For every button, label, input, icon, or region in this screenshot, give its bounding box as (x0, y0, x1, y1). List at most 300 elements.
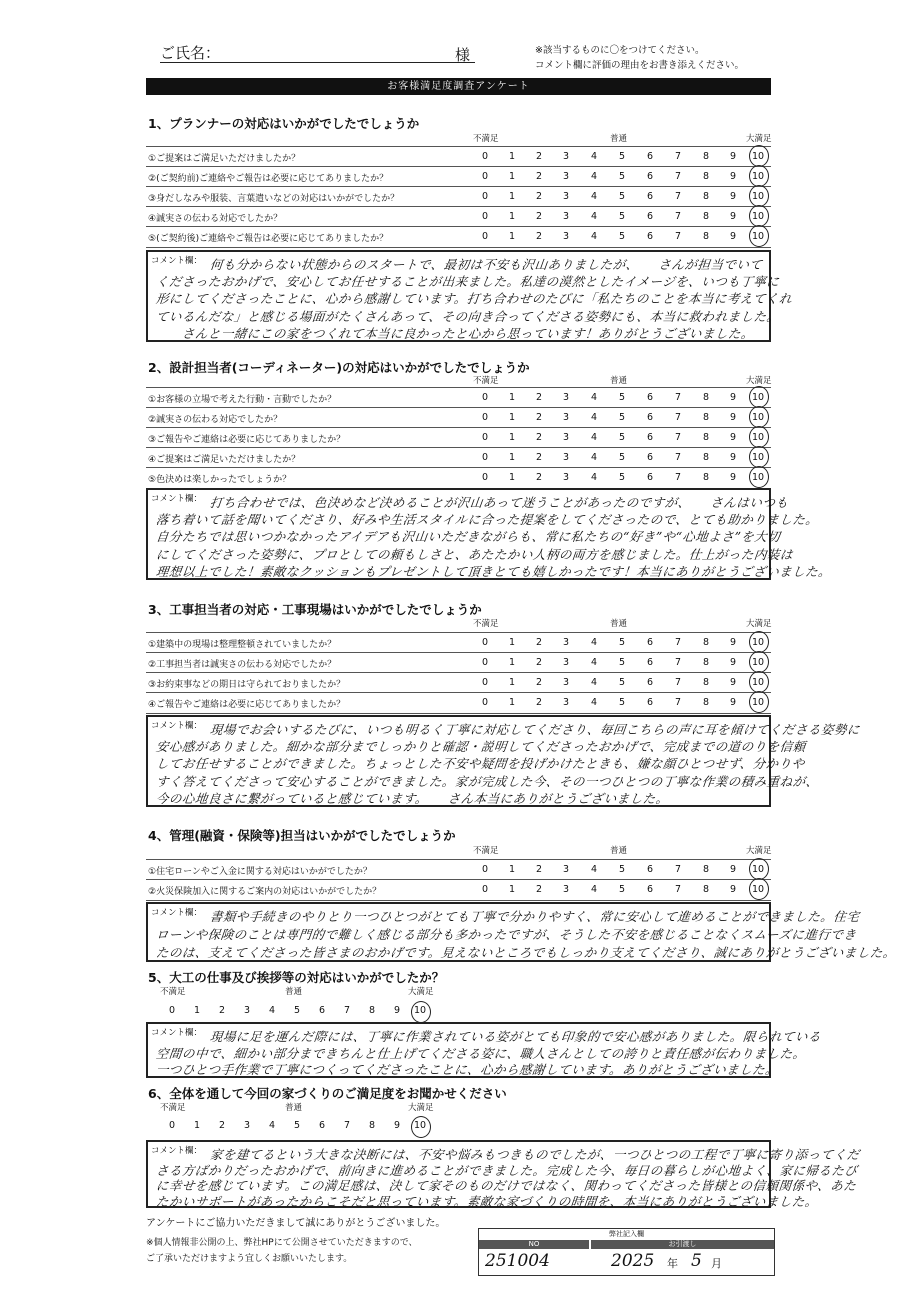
rating-option[interactable]: 3 (562, 637, 570, 648)
rating-option[interactable]: 10 (752, 884, 765, 895)
rating-option[interactable]: 4 (590, 412, 598, 423)
survey-title: お客様満足度調査アンケート (146, 78, 771, 95)
question-text: ④ご提案はご満足いただけましたか？ (148, 455, 301, 465)
rating-option[interactable]: 6 (646, 697, 654, 708)
rating-option[interactable]: 7 (674, 637, 682, 648)
rating-option[interactable]: 4 (590, 231, 598, 242)
rating-option[interactable]: 0 (481, 677, 489, 688)
comment-line: たかいサポートがあったからこそだと思っています。素敵な家づくりの時間を、本当にありがとうございました。 (155, 1193, 819, 1209)
rating-option[interactable]: 4 (590, 657, 598, 668)
privacy-note-2: ご了承いただけますよう宜しくお願いいたします。 (146, 1254, 353, 1264)
rating-option[interactable]: 10 (752, 392, 765, 403)
rating-option[interactable]: 5 (618, 231, 626, 242)
scale-label-mid: 普通 (610, 619, 628, 629)
rating-option[interactable]: 9 (729, 864, 737, 875)
question-row (146, 447, 771, 468)
rating-option[interactable]: 5 (618, 392, 626, 403)
rating-option[interactable]: 3 (562, 697, 570, 708)
question-text: ①建築中の現場は整理整頓されていましたか？ (148, 640, 337, 650)
question-row (146, 692, 771, 714)
comment-label: コメント欄： (151, 721, 203, 731)
comment-line: 今の心地良さに繋がっていると感じています。 さん本当にありがとうございました。 (155, 790, 670, 806)
rating-option[interactable]: 7 (674, 884, 682, 895)
privacy-note-1: ※個人情報非公開の上、弊社HPにて公開させていただきますので、 (146, 1238, 418, 1248)
rating-option[interactable]: 2 (218, 1005, 226, 1016)
rating-option[interactable]: 7 (343, 1005, 351, 1016)
rating-option[interactable]: 3 (562, 864, 570, 875)
rating-option[interactable]: 9 (729, 211, 737, 222)
rating-option[interactable]: 3 (562, 392, 570, 403)
rating-option[interactable]: 9 (729, 677, 737, 688)
rating-option[interactable]: 7 (674, 432, 682, 443)
selected-rating-circle (411, 1116, 431, 1138)
rating-option[interactable]: 0 (481, 151, 489, 162)
comment-line: 一つひとつ手作業で丁寧につくってくださったことに、心から感謝しています。ありがとうございました。 (155, 1062, 780, 1078)
question-row (146, 467, 771, 489)
selected-rating-circle (411, 1001, 431, 1023)
rating-option[interactable]: 2 (535, 412, 543, 423)
comment-box (146, 1140, 861, 1209)
rating-option[interactable]: 3 (562, 191, 570, 202)
rating-option[interactable]: 0 (481, 392, 489, 403)
rating-option[interactable]: 9 (729, 432, 737, 443)
rating-option[interactable]: 4 (590, 432, 598, 443)
question-row (146, 186, 771, 207)
selected-rating-circle (749, 878, 769, 900)
rating-option[interactable]: 9 (729, 452, 737, 463)
question-text: ③お約束事などの期日は守られておりましたか？ (148, 680, 346, 690)
rating-option[interactable]: 10 (752, 171, 765, 182)
rating-option[interactable]: 5 (618, 697, 626, 708)
scale-label-low: 不満足 (473, 134, 499, 144)
scale-label-high: 大満足 (408, 987, 434, 997)
rating-option[interactable]: 2 (535, 432, 543, 443)
rating-option[interactable]: 1 (508, 472, 516, 483)
rating-option[interactable]: 7 (674, 191, 682, 202)
rating-option[interactable]: 10 (752, 472, 765, 483)
rating-option[interactable]: 5 (618, 412, 626, 423)
comment-line: さんと一緒にこの家をつくれて本当に良かったと心から思っています！ありがとうございました。 (155, 325, 755, 341)
rating-option[interactable]: 4 (590, 864, 598, 875)
rating-option[interactable]: 5 (618, 677, 626, 688)
rating-option[interactable]: 4 (590, 392, 598, 403)
rating-option[interactable]: 5 (618, 191, 626, 202)
rating-option[interactable]: 4 (590, 151, 598, 162)
selected-rating-circle (749, 205, 769, 227)
rating-option[interactable]: 0 (481, 884, 489, 895)
rating-option[interactable]: 10 (752, 432, 765, 443)
rating-option[interactable]: 10 (752, 864, 765, 875)
rating-option[interactable]: 1 (508, 452, 516, 463)
rating-option[interactable]: 7 (674, 412, 682, 423)
rating-option[interactable]: 6 (646, 452, 654, 463)
comment-line: ているんだな」と感じる場面がたくさんあって、その向き合ってくださる姿勢にも、本当に救われました。 (155, 308, 781, 324)
rating-option[interactable]: 5 (618, 884, 626, 895)
rating-option[interactable]: 2 (535, 864, 543, 875)
rating-option[interactable]: 2 (535, 637, 543, 648)
rating-option[interactable]: 10 (752, 211, 765, 222)
comment-line: 書類や手続きのやりとり一つひとつがとても丁寧で分かりやすく、常に安心して進めることができました。住宅 (209, 909, 861, 924)
rating-option[interactable]: 0 (481, 231, 489, 242)
rating-option[interactable]: 3 (562, 151, 570, 162)
selected-rating-circle (749, 426, 769, 448)
rating-option[interactable]: 1 (508, 864, 516, 875)
rating-option[interactable]: 7 (674, 864, 682, 875)
comment-line: 安心感がありました。細かな部分までしっかりと確認・説明してくださったおかげで、完成までの道のりを信頼 (155, 739, 807, 755)
rating-option[interactable]: 4 (590, 637, 598, 648)
rating-option[interactable]: 7 (674, 151, 682, 162)
rating-option[interactable]: 8 (702, 171, 710, 182)
rating-option[interactable]: 10 (752, 697, 765, 708)
rating-option[interactable]: 2 (535, 231, 543, 242)
rating-option[interactable]: 4 (590, 677, 598, 688)
question-row (146, 859, 771, 880)
rating-option[interactable]: 2 (535, 191, 543, 202)
comment-box (146, 715, 861, 807)
no-value: 251004 (485, 1251, 550, 1271)
scale-label-high: 大満足 (746, 619, 772, 629)
rating-option[interactable]: 6 (646, 191, 654, 202)
rating-option[interactable]: 10 (414, 1005, 427, 1016)
selected-rating-circle (749, 185, 769, 207)
rating-option[interactable]: 0 (481, 472, 489, 483)
rating-option[interactable]: 6 (318, 1120, 326, 1131)
rating-option[interactable]: 5 (618, 432, 626, 443)
comment-label: コメント欄： (151, 1146, 203, 1156)
rating-option[interactable]: 5 (618, 657, 626, 668)
rating-option[interactable]: 1 (508, 637, 516, 648)
rating-option[interactable]: 2 (535, 171, 543, 182)
section-title: 4、管理(融資・保険等)担当はいかがでしたでしょうか (148, 828, 456, 843)
rating-option[interactable]: 2 (218, 1120, 226, 1131)
selected-rating-circle (749, 691, 769, 713)
question-text: ③ご報告やご連絡は必要に応じてありましたか？ (148, 435, 346, 445)
rating-option[interactable]: 2 (535, 392, 543, 403)
rating-option[interactable]: 0 (168, 1120, 176, 1131)
comment-box (146, 1022, 822, 1078)
instruction-note-1: ※該当するものに〇をつけてください。 (535, 45, 705, 56)
rating-option[interactable]: 6 (646, 392, 654, 403)
scale-label-low: 不満足 (473, 619, 499, 629)
rating-option[interactable]: 9 (393, 1120, 401, 1131)
scale-label-mid: 普通 (285, 1103, 303, 1113)
rating-option[interactable]: 9 (729, 392, 737, 403)
rating-option[interactable]: 3 (562, 884, 570, 895)
rating-option[interactable]: 1 (508, 677, 516, 688)
rating-option[interactable]: 7 (674, 392, 682, 403)
rating-option[interactable]: 6 (646, 432, 654, 443)
scale-label-high: 大満足 (408, 1103, 434, 1113)
question-text: ①ご提案はご満足いただけましたか？ (148, 154, 301, 164)
rating-option[interactable]: 10 (414, 1120, 427, 1131)
rating-option[interactable]: 0 (168, 1005, 176, 1016)
rating-option[interactable]: 8 (702, 657, 710, 668)
rating-option[interactable]: 6 (646, 231, 654, 242)
rating-option[interactable]: 9 (729, 697, 737, 708)
rating-option[interactable]: 3 (562, 171, 570, 182)
rating-option[interactable]: 5 (293, 1005, 301, 1016)
comment-box (146, 488, 833, 580)
scale-label-high: 大満足 (746, 376, 772, 386)
rating-option[interactable]: 3 (243, 1120, 251, 1131)
rating-option[interactable]: 1 (508, 412, 516, 423)
question-text: ④誠実さの伝わる対応でしたか？ (148, 214, 283, 224)
comment-line: 空間の中で、細かい部分まできちんと仕上げてくださる姿に、職人さんとしての誇りと責任感が伝わりました。 (155, 1045, 807, 1061)
selected-rating-circle (749, 466, 769, 488)
rating-option[interactable]: 2 (535, 677, 543, 688)
rating-option[interactable]: 3 (562, 231, 570, 242)
rating-option[interactable]: 9 (729, 412, 737, 423)
rating-option[interactable]: 0 (481, 412, 489, 423)
rating-option[interactable]: 6 (318, 1005, 326, 1016)
rating-option[interactable]: 5 (618, 151, 626, 162)
rating-option[interactable]: 2 (535, 884, 543, 895)
rating-option[interactable]: 4 (590, 884, 598, 895)
rating-option[interactable]: 0 (481, 637, 489, 648)
rating-option[interactable]: 3 (562, 211, 570, 222)
rating-option[interactable]: 9 (729, 637, 737, 648)
rating-option[interactable]: 6 (646, 211, 654, 222)
rating-option[interactable]: 6 (646, 884, 654, 895)
rating-option[interactable]: 4 (590, 697, 598, 708)
selected-rating-circle (749, 165, 769, 187)
rating-option[interactable]: 8 (702, 412, 710, 423)
question-row (146, 387, 771, 408)
selected-rating-circle (749, 386, 769, 408)
comment-line: 打ち合わせでは、色決めなど決めることが沢山あって迷うことがあったのですが、 さんはいつも (209, 495, 790, 510)
rating-option[interactable]: 5 (618, 637, 626, 648)
rating-option[interactable]: 7 (674, 452, 682, 463)
rating-option[interactable]: 9 (393, 1005, 401, 1016)
selected-rating-circle (749, 671, 769, 693)
rating-option[interactable]: 8 (702, 677, 710, 688)
rating-option[interactable]: 3 (562, 472, 570, 483)
rating-option[interactable]: 3 (243, 1005, 251, 1016)
comment-line: 現場でお会いするたびに、いつも明るく丁寧に対応してくださり、毎回こちらの声に耳を傾けてくださる姿勢に (209, 722, 861, 737)
question-text: ③身だしなみや服装、言葉遣いなどの対応はいかがでしたか？ (148, 194, 400, 204)
scale-label-high: 大満足 (746, 134, 772, 144)
rating-option[interactable]: 3 (562, 432, 570, 443)
rating-option[interactable]: 7 (674, 697, 682, 708)
rating-option[interactable]: 10 (752, 677, 765, 688)
rating-option[interactable]: 5 (618, 864, 626, 875)
rating-option[interactable]: 6 (646, 657, 654, 668)
rating-option[interactable]: 8 (368, 1120, 376, 1131)
scale-label-mid: 普通 (610, 846, 628, 856)
rating-option[interactable]: 1 (193, 1120, 201, 1131)
rating-option[interactable]: 8 (702, 191, 710, 202)
comment-line: 家を建てるという大きな決断には、不安や悩みもつきものでしたが、一つひとつの工程で丁寧に寄り添ってくだ (209, 1147, 861, 1162)
comment-line: にしてくださった姿勢に、プロとしての頼もしさと、あたたかい人柄の両方を感じました。仕上がった内装は (155, 546, 794, 562)
question-row (146, 166, 771, 187)
rating-option[interactable]: 6 (646, 412, 654, 423)
rating-option[interactable]: 1 (508, 151, 516, 162)
rating-option[interactable]: 8 (702, 864, 710, 875)
rating-option[interactable]: 9 (729, 657, 737, 668)
rating-option[interactable]: 0 (481, 657, 489, 668)
question-row (146, 146, 771, 167)
rating-option[interactable]: 3 (562, 412, 570, 423)
rating-option[interactable]: 0 (481, 211, 489, 222)
rating-option[interactable]: 0 (481, 452, 489, 463)
rating-option[interactable]: 9 (729, 191, 737, 202)
rating-option[interactable]: 0 (481, 864, 489, 875)
rating-option[interactable]: 7 (674, 677, 682, 688)
rating-option[interactable]: 8 (702, 231, 710, 242)
rating-option[interactable]: 4 (590, 171, 598, 182)
rating-option[interactable]: 10 (752, 231, 765, 242)
rating-option[interactable]: 6 (646, 171, 654, 182)
rating-option[interactable]: 8 (702, 637, 710, 648)
question-row (146, 206, 771, 227)
rating-option[interactable]: 1 (193, 1005, 201, 1016)
rating-option[interactable]: 1 (508, 231, 516, 242)
rating-option[interactable]: 6 (646, 637, 654, 648)
scale-label-mid: 普通 (285, 987, 303, 997)
rating-option[interactable]: 2 (535, 452, 543, 463)
rating-option[interactable]: 9 (729, 884, 737, 895)
rating-option[interactable]: 9 (729, 151, 737, 162)
rating-option[interactable]: 4 (590, 211, 598, 222)
rating-option[interactable]: 8 (368, 1005, 376, 1016)
rating-option[interactable]: 0 (481, 191, 489, 202)
question-text: ④ご報告やご連絡は必要に応じてありましたか？ (148, 700, 346, 710)
question-row (146, 632, 771, 653)
rating-option[interactable]: 6 (646, 677, 654, 688)
question-row (146, 407, 771, 428)
rating-option[interactable]: 8 (702, 452, 710, 463)
comment-line: ローンや保険のことは専門的で難しく感じる部分も多かったですが、そうした不安を感じることなくスムーズに進行でき (155, 927, 858, 942)
rating-option[interactable]: 5 (293, 1120, 301, 1131)
selected-rating-circle (749, 406, 769, 428)
section-title: 3、工事担当者の対応・工事現場はいかがでしたでしょうか (148, 602, 482, 617)
comment-line: 落ち着いて話を聞いてくださり、好みや生活スタイルに合った提案をしてくださったので、とても助かりました。 (155, 512, 820, 528)
rating-option[interactable]: 3 (562, 677, 570, 688)
rating-option[interactable]: 3 (562, 657, 570, 668)
selected-rating-circle (749, 651, 769, 673)
rating-option[interactable]: 10 (752, 191, 765, 202)
question-row (146, 672, 771, 693)
rating-option[interactable]: 7 (674, 171, 682, 182)
rating-option[interactable]: 0 (481, 432, 489, 443)
rating-option[interactable]: 8 (702, 151, 710, 162)
rating-option[interactable]: 1 (508, 432, 516, 443)
rating-option[interactable]: 2 (535, 657, 543, 668)
rating-option[interactable]: 3 (562, 452, 570, 463)
question-text: ①お客様の立場で考えた行動・言動でしたか？ (148, 395, 337, 405)
rating-option[interactable]: 9 (729, 171, 737, 182)
rating-option[interactable]: 5 (618, 472, 626, 483)
office-use-box (478, 1228, 775, 1276)
rating-option[interactable]: 5 (618, 452, 626, 463)
rating-option[interactable]: 4 (268, 1120, 276, 1131)
selected-rating-circle (749, 145, 769, 167)
rating-option[interactable]: 7 (674, 472, 682, 483)
comment-line: すく答えてくださって安心することができました。家が完成した今、その一つひとつの丁寧な作業の積み重ねが、 (155, 773, 820, 789)
rating-option[interactable]: 1 (508, 657, 516, 668)
rating-option[interactable]: 4 (590, 472, 598, 483)
question-row (146, 427, 771, 448)
rating-option[interactable]: 7 (674, 657, 682, 668)
rating-option[interactable]: 10 (752, 452, 765, 463)
rating-option[interactable]: 9 (729, 472, 737, 483)
month-label: 月 (711, 1257, 722, 1270)
rating-option[interactable]: 2 (535, 697, 543, 708)
selected-rating-circle (749, 225, 769, 247)
rating-option[interactable]: 1 (508, 171, 516, 182)
scale-label-low: 不満足 (160, 1103, 186, 1113)
rating-option[interactable]: 8 (702, 432, 710, 443)
handover-label: お引渡し (591, 1240, 774, 1249)
rating-option[interactable]: 10 (752, 637, 765, 648)
scale-label-low: 不満足 (473, 376, 499, 386)
rating-option[interactable]: 2 (535, 151, 543, 162)
rating-option[interactable]: 1 (508, 884, 516, 895)
selected-rating-circle (749, 858, 769, 880)
rating-option[interactable]: 4 (268, 1005, 276, 1016)
question-text: ②誠実さの伝わる対応でしたか？ (148, 415, 283, 425)
rating-option[interactable]: 9 (729, 231, 737, 242)
rating-option[interactable]: 8 (702, 472, 710, 483)
rating-option[interactable]: 1 (508, 211, 516, 222)
rating-option[interactable]: 0 (481, 697, 489, 708)
rating-option[interactable]: 0 (481, 171, 489, 182)
comment-label: コメント欄： (151, 494, 203, 504)
rating-option[interactable]: 1 (508, 697, 516, 708)
rating-option[interactable]: 5 (618, 211, 626, 222)
comment-line: 形にしてくださったことに、心から感謝しています。打ち合わせのたびに「私たちのことを本当に考えてくれ (155, 291, 793, 307)
rating-option[interactable]: 10 (752, 657, 765, 668)
rating-option[interactable]: 7 (343, 1120, 351, 1131)
name-line (160, 62, 475, 63)
comment-box (146, 250, 793, 342)
question-text: ②(ご契約前)ご連絡やご報告は必要に応じてありましたか？ (148, 174, 389, 184)
rating-option[interactable]: 8 (702, 697, 710, 708)
comment-line: たのは、支えてくださった皆さまのおかげです。見えないところでもしっかり支えてくださり、誠にありがとうございました。 (155, 945, 897, 960)
thanks-text: アンケートにご協力いただきまして誠にありがとうございました。 (146, 1218, 446, 1229)
rating-option[interactable]: 10 (752, 151, 765, 162)
comment-label: コメント欄： (151, 908, 203, 918)
rating-option[interactable]: 10 (752, 412, 765, 423)
rating-option[interactable]: 2 (535, 211, 543, 222)
comment-label: コメント欄： (151, 256, 203, 266)
comment-line: に幸せを感じています。この満足感は、決して家そのものだけではなく、関わってくださった皆様との信頼関係や、あた (155, 1178, 858, 1193)
year-value: 2025 (611, 1251, 655, 1271)
rating-option[interactable]: 2 (535, 472, 543, 483)
section-title: 2、設計担当者(コーディネーター)の対応はいかがでしたでしょうか (148, 360, 530, 375)
section-title: 1、プランナーの対応はいかがでしたでしょうか (148, 116, 420, 131)
question-text: ①住宅ローンやご入金に関する対応はいかがでしたか？ (148, 867, 372, 877)
rating-option[interactable]: 7 (674, 211, 682, 222)
rating-option[interactable]: 1 (508, 392, 516, 403)
comment-box (146, 902, 897, 962)
rating-option[interactable]: 7 (674, 231, 682, 242)
question-row (146, 652, 771, 673)
rating-option[interactable]: 4 (590, 452, 598, 463)
rating-option[interactable]: 1 (508, 191, 516, 202)
rating-option[interactable]: 6 (646, 151, 654, 162)
rating-option[interactable]: 5 (618, 171, 626, 182)
comment-line: 自分たちでは思いつかなかったアイデアも沢山いただきながらも、常に私たちの“好き”や“心地よさ”を大切 (155, 529, 782, 545)
rating-option[interactable]: 4 (590, 191, 598, 202)
rating-option[interactable]: 6 (646, 864, 654, 875)
scale-label-mid: 普通 (610, 376, 628, 386)
rating-option[interactable]: 8 (702, 884, 710, 895)
month-value: 5 (691, 1251, 702, 1271)
rating-option[interactable]: 8 (702, 211, 710, 222)
rating-option[interactable]: 6 (646, 472, 654, 483)
rating-option[interactable]: 8 (702, 392, 710, 403)
